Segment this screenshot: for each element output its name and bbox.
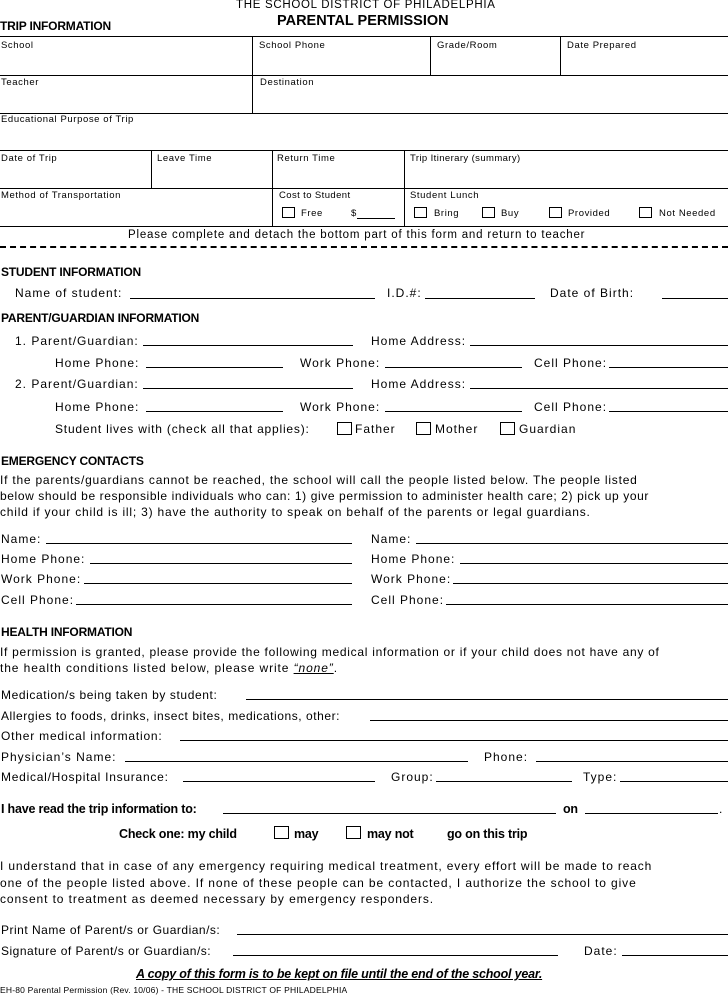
parent-2-input[interactable] — [143, 388, 353, 389]
physician-name-input[interactable] — [125, 761, 468, 762]
medication-input[interactable] — [246, 699, 728, 700]
may-label: may — [294, 827, 319, 841]
contact-2-work-phone-label: Work Phone: — [371, 572, 452, 586]
free-checkbox[interactable] — [282, 207, 295, 218]
date-of-birth-label: Date of Birth: — [550, 286, 635, 300]
signature-input[interactable] — [233, 955, 558, 956]
provided-lunch-checkbox[interactable] — [549, 207, 562, 218]
may-not-checkbox[interactable] — [346, 826, 361, 839]
bring-label: Bring — [434, 208, 460, 219]
leave-time-field[interactable]: Leave Time — [157, 153, 213, 164]
check-one-label: Check one: my child — [119, 827, 237, 841]
contact-1-work-phone-label: Work Phone: — [1, 572, 82, 586]
buy-lunch-checkbox[interactable] — [482, 207, 495, 218]
teacher-field[interactable]: Teacher — [1, 77, 39, 88]
not-needed-lunch-checkbox[interactable] — [639, 207, 652, 218]
may-not-label: may not — [367, 827, 414, 841]
read-trip-info-label: I have read the trip information to: — [1, 802, 197, 816]
trip-information-heading: TRIP INFORMATION — [0, 19, 112, 33]
trip-itinerary-field[interactable]: Trip Itinerary (summary) — [410, 153, 521, 164]
father-label: Father — [355, 422, 396, 436]
insurance-group-label: Group: — [391, 770, 434, 784]
signature-label: Signature of Parent/s or Guardian/s: — [1, 944, 212, 958]
contact-1-work-phone-input[interactable] — [84, 583, 352, 584]
parent-1-input[interactable] — [143, 345, 353, 346]
signature-date-label: Date: — [584, 944, 618, 958]
copy-on-file-note: A copy of this form is to be kept on file until the end of the school year. — [136, 967, 543, 981]
contact-2-home-phone-input[interactable] — [460, 563, 728, 564]
health-paragraph-line-2: the health conditions listed below, please write “none”. — [0, 661, 338, 675]
dollar-sign: $ — [351, 208, 357, 219]
contact-1-name-input[interactable] — [46, 543, 352, 544]
destination-field[interactable]: Destination — [260, 77, 315, 88]
parent-1-label: 1. Parent/Guardian: — [15, 334, 139, 348]
parent-1-home-phone-input[interactable] — [146, 367, 283, 368]
allergies-input[interactable] — [370, 720, 728, 721]
medication-label: Medication/s being taken by student: — [1, 688, 218, 702]
parent-1-home-address-label: Home Address: — [371, 334, 467, 348]
contact-1-home-phone-label: Home Phone: — [1, 552, 86, 566]
guardian-label: Guardian — [519, 422, 577, 436]
free-label: Free — [301, 208, 323, 219]
student-name-label: Name of student: — [15, 286, 123, 300]
educational-purpose-field[interactable]: Educational Purpose of Trip — [1, 114, 134, 125]
contact-2-work-phone-input[interactable] — [453, 583, 728, 584]
emergency-paragraph-line-3: child if your child is ill; 3) have the authority to speak on behalf of the parents or legal guardians. — [0, 505, 591, 519]
detach-instruction: Please complete and detach the bottom part of this form and return to teacher — [128, 229, 586, 241]
contact-2-cell-phone-label: Cell Phone: — [371, 593, 445, 607]
father-checkbox[interactable] — [337, 422, 352, 435]
insurance-group-input[interactable] — [436, 781, 572, 782]
date-prepared-field[interactable]: Date Prepared — [567, 40, 637, 51]
go-on-trip-label: go on this trip — [447, 827, 528, 841]
not-needed-label: Not Needed — [659, 208, 716, 219]
signature-date-input[interactable] — [622, 955, 728, 956]
emergency-paragraph-line-2: below should be responsible individuals who can: 1) give permission to administer health care; 2) pick up your — [0, 489, 649, 503]
allergies-label: Allergies to foods, drinks, insect bites, medications, other: — [1, 709, 341, 723]
student-id-input[interactable] — [425, 298, 535, 299]
cost-to-student-label: Cost to Student — [279, 190, 351, 201]
buy-label: Buy — [501, 208, 520, 219]
district-name: THE SCHOOL DISTRICT OF PHILADELPHIA — [236, 0, 496, 11]
physician-phone-input[interactable] — [536, 761, 728, 762]
emergency-contacts-heading: EMERGENCY CONTACTS — [1, 454, 144, 468]
contact-1-name-label: Name: — [1, 532, 42, 546]
student-lunch-label: Student Lunch — [410, 190, 480, 201]
mother-checkbox[interactable] — [416, 422, 431, 435]
parent-2-home-address-input[interactable] — [470, 388, 728, 389]
student-id-label: I.D.#: — [387, 286, 422, 300]
consent-paragraph-line-2: one of the people listed above. If none of these people can be contacted, I authorize the school to give — [0, 876, 637, 890]
health-paragraph-line-1: If permission is granted, please provide the following medical information or if your child does not have any of — [0, 645, 660, 659]
parent-2-work-phone-input[interactable] — [385, 411, 522, 412]
read-date-input[interactable] — [585, 813, 718, 814]
consent-paragraph-line-3: consent to treatment as deemed necessary by emergency responders. — [0, 892, 435, 906]
parent-1-work-phone-label: Work Phone: — [300, 356, 381, 370]
parent-1-cell-phone-label: Cell Phone: — [534, 356, 608, 370]
parent-2-cell-phone-label: Cell Phone: — [534, 400, 608, 414]
contact-2-cell-phone-input[interactable] — [446, 604, 728, 605]
health-information-heading: HEALTH INFORMATION — [1, 625, 133, 639]
contact-1-home-phone-input[interactable] — [90, 563, 352, 564]
none-emphasis: “none” — [293, 661, 334, 675]
insurance-label: Medical/Hospital Insurance: — [1, 770, 169, 784]
parent-2-work-phone-label: Work Phone: — [300, 400, 381, 414]
insurance-input[interactable] — [183, 781, 375, 782]
form-footer: EH-80 Parental Permission (Rev. 10/06) - THE SCHOOL DISTRICT OF PHILADELPHIA — [0, 985, 348, 995]
provided-label: Provided — [568, 208, 611, 219]
student-information-heading: STUDENT INFORMATION — [1, 265, 141, 279]
parent-2-home-phone-input[interactable] — [146, 411, 283, 412]
parent-2-label: 2. Parent/Guardian: — [15, 377, 139, 391]
cost-amount-input[interactable] — [357, 218, 395, 219]
physician-name-label: Physician’s Name: — [1, 750, 117, 764]
insurance-type-label: Type: — [583, 770, 618, 784]
parent-1-home-phone-label: Home Phone: — [55, 356, 140, 370]
return-time-field[interactable]: Return Time — [277, 153, 336, 164]
read-trip-info-input[interactable] — [223, 813, 556, 814]
print-name-input[interactable] — [237, 934, 728, 935]
may-checkbox[interactable] — [274, 826, 289, 839]
page-title: PARENTAL PERMISSION — [277, 13, 449, 29]
other-medical-label: Other medical information: — [1, 729, 163, 743]
date-of-trip-field[interactable]: Date of Trip — [1, 153, 58, 164]
other-medical-input[interactable] — [180, 740, 728, 741]
date-of-birth-input[interactable] — [662, 298, 728, 299]
school-field[interactable]: School — [1, 40, 34, 51]
school-phone-field[interactable]: School Phone — [259, 40, 326, 51]
emergency-paragraph-line-1: If the parents/guardians cannot be reached, the school will call the people listed below. The people listed — [0, 473, 638, 487]
consent-paragraph-line-1: I understand that in case of any emergency requiring medical treatment, every effort will be made to reach — [0, 859, 653, 873]
transportation-field[interactable]: Method of Transportation — [1, 190, 122, 201]
parent-1-home-address-input[interactable] — [470, 345, 728, 346]
contact-2-name-label: Name: — [371, 532, 412, 546]
student-name-input[interactable] — [130, 298, 375, 299]
parent-2-home-address-label: Home Address: — [371, 377, 467, 391]
contact-1-cell-phone-label: Cell Phone: — [1, 593, 75, 607]
print-name-label: Print Name of Parent/s or Guardian/s: — [1, 923, 221, 937]
contact-2-name-input[interactable] — [416, 543, 728, 544]
period: . — [719, 802, 724, 816]
physician-phone-label: Phone: — [484, 750, 529, 764]
mother-label: Mother — [435, 422, 479, 436]
bring-lunch-checkbox[interactable] — [414, 207, 427, 218]
parent-1-work-phone-input[interactable] — [385, 367, 522, 368]
parent-guardian-heading: PARENT/GUARDIAN INFORMATION — [1, 311, 200, 325]
lives-with-label: Student lives with (check all that applies): — [55, 422, 310, 436]
guardian-checkbox[interactable] — [500, 422, 515, 435]
contact-2-home-phone-label: Home Phone: — [371, 552, 456, 566]
insurance-type-input[interactable] — [620, 781, 728, 782]
parent-1-cell-phone-input[interactable] — [609, 367, 728, 368]
grade-room-field[interactable]: Grade/Room — [437, 40, 498, 51]
on-label: on — [563, 802, 578, 816]
contact-1-cell-phone-input[interactable] — [76, 604, 352, 605]
detach-line — [0, 246, 728, 248]
parent-2-home-phone-label: Home Phone: — [55, 400, 140, 414]
parent-2-cell-phone-input[interactable] — [609, 411, 728, 412]
